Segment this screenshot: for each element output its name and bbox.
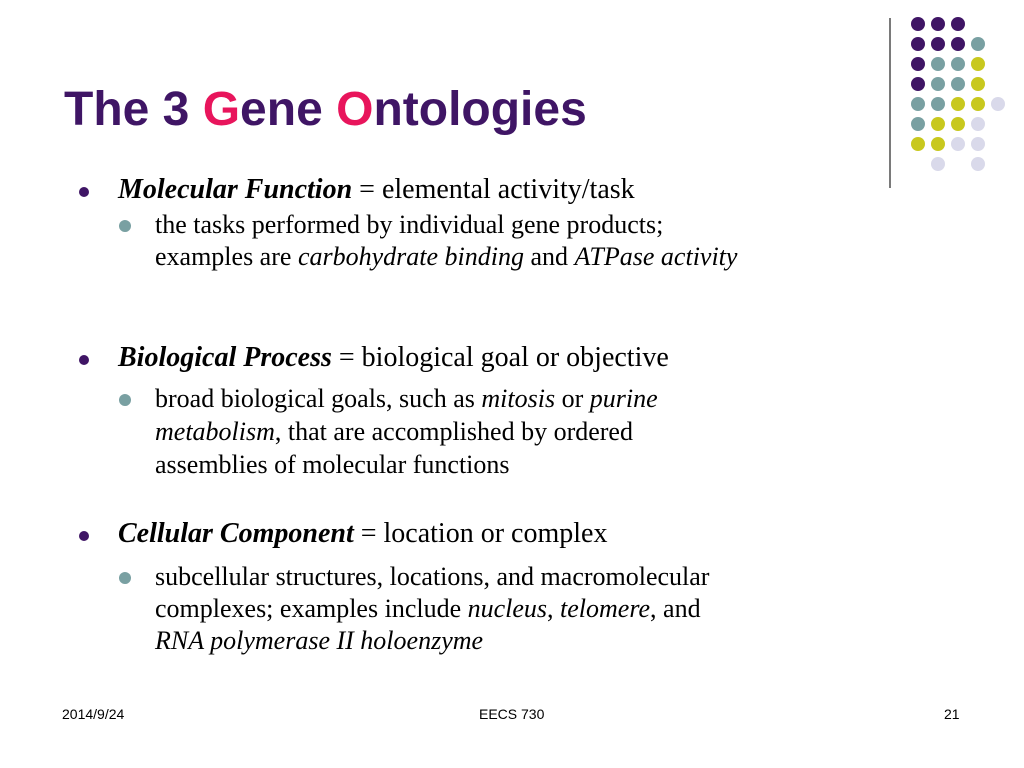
- bullet-cellular-component: [79, 531, 89, 541]
- sub-bullet-molecular-function: [119, 220, 131, 232]
- detail-line: [155, 593, 701, 624]
- title-part-3: ntologies: [373, 83, 587, 136]
- definition-molecular-function: = elemental activity/task: [352, 174, 635, 205]
- detail-line: [155, 241, 737, 272]
- section-molecular-function-heading: [118, 174, 635, 206]
- example-term: carbohydrate binding: [297, 242, 524, 271]
- footer-page-number: 21: [944, 706, 960, 722]
- detail-line: the tasks performed by individual gene products;: [155, 210, 664, 239]
- bullet-biological-process: [79, 355, 89, 365]
- detail-line: [155, 416, 633, 447]
- example-term: RNA polymerase II holoenzyme: [155, 626, 484, 655]
- example-term: purine: [589, 384, 658, 413]
- detail-line: [155, 383, 658, 414]
- detail-text: examples are: [155, 242, 298, 271]
- definition-biological-process: = biological goal or objective: [331, 342, 669, 373]
- title-part-1: The 3: [64, 83, 203, 136]
- footer-course: EECS 730: [479, 706, 545, 722]
- example-term: mitosis: [481, 384, 556, 413]
- term-biological-process: Biological Process: [118, 342, 332, 373]
- sub-bullet-biological-process: [119, 394, 131, 406]
- detail-text: or: [555, 384, 590, 413]
- example-term: ATPase activity: [574, 242, 738, 271]
- footer-date: 2014/9/24: [62, 706, 125, 722]
- definition-cellular-component: = location or complex: [353, 518, 608, 549]
- detail-text: , that are accomplished by ordered: [274, 417, 633, 446]
- detail-text: and: [523, 242, 575, 271]
- detail-text: ,: [547, 594, 561, 623]
- bullet-molecular-function: [79, 187, 89, 197]
- title-accent-o: O: [336, 83, 374, 136]
- detail-line: assemblies of molecular functions: [155, 450, 510, 479]
- section-cellular-component-heading: [118, 518, 607, 550]
- detail-text: broad biological goals, such as: [155, 384, 482, 413]
- term-cellular-component: Cellular Component: [118, 518, 354, 549]
- example-term: nucleus: [467, 594, 548, 623]
- title-accent-g: G: [202, 83, 241, 136]
- detail-line: subcellular structures, locations, and macromolecular: [155, 562, 710, 591]
- section-biological-process-heading: [118, 342, 669, 374]
- detail-text: , and: [650, 594, 701, 623]
- example-term: metabolism: [155, 417, 275, 446]
- detail-text: complexes; examples include: [155, 594, 468, 623]
- detail-line: [155, 625, 483, 656]
- title-part-2: ene: [240, 83, 337, 136]
- term-molecular-function: Molecular Function: [118, 174, 353, 205]
- example-term: telomere: [560, 594, 651, 623]
- sub-bullet-cellular-component: [119, 572, 131, 584]
